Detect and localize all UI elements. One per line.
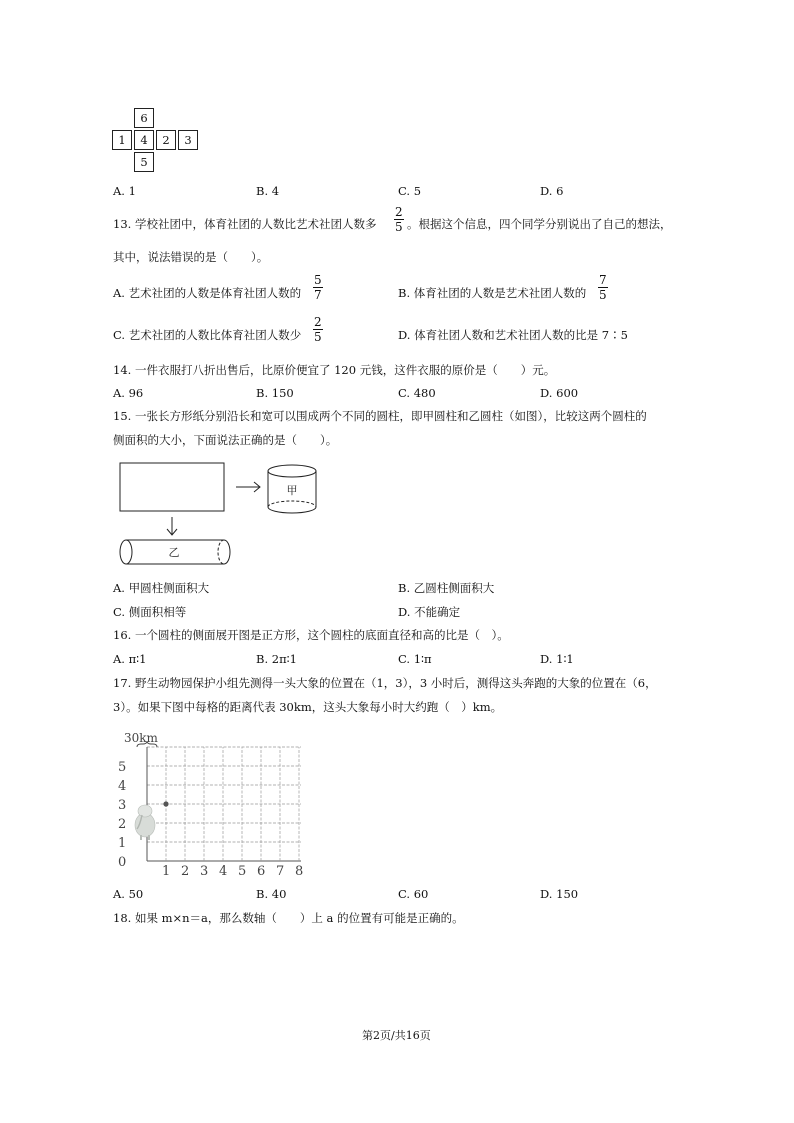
fraction-numerator: 2 <box>314 315 322 329</box>
q13-stem-line2: 其中，说法错误的是（ ）。 <box>113 250 269 264</box>
y-tick-label: 5 <box>118 760 127 775</box>
q16-option-a[interactable]: A. π∶1 <box>113 652 147 666</box>
q17-option-c[interactable]: C. 60 <box>398 887 429 901</box>
fraction-denominator: 5 <box>599 288 607 302</box>
scale-brace <box>124 731 159 747</box>
fraction-denominator: 5 <box>395 220 403 234</box>
arrow-right-icon <box>236 482 260 492</box>
x-tick-label: 3 <box>200 864 209 879</box>
paper-rectangle <box>120 463 224 511</box>
fraction-numerator: 7 <box>599 273 607 287</box>
q15-option-a[interactable]: A. 甲圆柱侧面积大 <box>113 581 210 595</box>
q13-option-c-fraction <box>313 315 323 344</box>
y-tick-label: 0 <box>118 855 127 870</box>
grid-lines <box>147 747 301 861</box>
x-tick-label: 8 <box>295 864 304 879</box>
grid-scale-label: 30km <box>124 731 158 745</box>
q15-stem-line2: 侧面积的大小，下面说法正确的是（ ）。 <box>113 433 338 447</box>
q14-option-a[interactable]: A. 96 <box>113 386 144 400</box>
elephant-image <box>135 805 155 840</box>
y-tick-label: 4 <box>118 779 127 794</box>
arrow-down-icon <box>167 517 177 535</box>
q13-stem-part2: 。根据这个信息，四个同学分别说出了自己的想法， <box>407 217 672 231</box>
q13-option-a-fraction <box>313 273 323 302</box>
x-tick-label: 7 <box>276 864 285 879</box>
q15-option-d[interactable]: D. 不能确定 <box>398 605 461 619</box>
cylinder-yi-label: 乙 <box>168 546 180 559</box>
fraction-denominator: 7 <box>314 288 322 302</box>
q14-stem: 14. 一件衣服打八折出售后，比原价便宜了 120 元钱，这件衣服的原价是（ ）元。 <box>113 363 556 377</box>
net-cell: 6 <box>134 108 154 128</box>
x-tick-label: 4 <box>219 864 228 879</box>
x-tick-label: 5 <box>238 864 247 879</box>
x-tick-label: 1 <box>162 864 171 879</box>
net-cell: 3 <box>178 130 198 150</box>
cylinder-jia <box>268 465 316 513</box>
net-cell: 2 <box>156 130 176 150</box>
page-footer: 第2页/共16页 <box>362 1029 431 1042</box>
fraction-numerator: 5 <box>314 273 322 287</box>
q17-coordinate-grid <box>110 725 310 880</box>
q12-option-d[interactable]: D. 6 <box>540 184 564 198</box>
net-cell: 1 <box>112 130 132 150</box>
y-tick-label: 1 <box>118 836 127 851</box>
cylinder-yi <box>120 540 230 564</box>
q14-option-b[interactable]: B. 150 <box>256 386 294 400</box>
q13-option-b-fraction <box>598 273 608 302</box>
q16-option-c[interactable]: C. 1∶π <box>398 652 432 666</box>
y-tick-label: 2 <box>118 817 127 832</box>
q15-stem-line1: 15. 一张长方形纸分别沿长和宽可以围成两个不同的圆柱，即甲圆柱和乙圆柱（如图），比较这两个圆柱的 <box>113 409 647 423</box>
q17-stem-line1: 17. 野生动物园保护小组先测得一头大象的位置在（1，3），3 小时后，测得这头奔跑的大象的位置在（6， <box>113 676 657 690</box>
q16-stem: 16. 一个圆柱的侧面展开图是正方形，这个圆柱的底面直径和高的比是（ ）。 <box>113 628 509 642</box>
q15-option-b[interactable]: B. 乙圆柱侧面积大 <box>398 581 495 595</box>
elephant-start-point <box>163 801 168 806</box>
q13-option-a[interactable]: A. 艺术社团的人数是体育社团人数的 <box>113 286 302 300</box>
q17-stem-line2: 3）。如果下图中每格的距离代表 30km，这头大象每小时大约跑（ ）km。 <box>113 700 503 714</box>
q15-cylinder-figure <box>110 455 350 575</box>
fraction-numerator: 2 <box>395 205 403 219</box>
q16-option-d[interactable]: D. 1∶1 <box>540 652 574 666</box>
q13-stem-part1: 13. 学校社团中，体育社团的人数比艺术社团人数多 <box>113 217 377 231</box>
q15-option-c[interactable]: C. 侧面积相等 <box>113 605 187 619</box>
q18-stem: 18. 如果 m×n＝a，那么数轴（ ）上 a 的位置有可能是正确的。 <box>113 911 464 925</box>
q12-option-a[interactable]: A. 1 <box>113 184 136 198</box>
fraction-denominator: 5 <box>314 330 322 344</box>
q17-option-b[interactable]: B. 40 <box>256 887 287 901</box>
q12-option-c[interactable]: C. 5 <box>398 184 422 198</box>
net-cell: 5 <box>134 152 154 172</box>
q12-option-b[interactable]: B. 4 <box>256 184 280 198</box>
q13-option-c[interactable]: C. 艺术社团的人数比体育社团人数少 <box>113 328 302 342</box>
x-tick-label: 2 <box>181 864 190 879</box>
q17-option-a[interactable]: A. 50 <box>113 887 144 901</box>
q13-option-b[interactable]: B. 体育社团的人数是艺术社团人数的 <box>398 286 587 300</box>
q16-option-b[interactable]: B. 2π∶1 <box>256 652 297 666</box>
q17-option-d[interactable]: D. 150 <box>540 887 579 901</box>
q13-stem-fraction <box>394 205 404 234</box>
y-tick-label: 3 <box>118 798 127 813</box>
q14-option-c[interactable]: C. 480 <box>398 386 436 400</box>
q14-option-d[interactable]: D. 600 <box>540 386 579 400</box>
x-tick-label: 6 <box>257 864 266 879</box>
q13-option-d[interactable]: D. 体育社团人数和艺术社团人数的比是 7∶5 <box>398 328 628 342</box>
cylinder-jia-label: 甲 <box>286 484 298 497</box>
net-cell: 4 <box>134 130 154 150</box>
